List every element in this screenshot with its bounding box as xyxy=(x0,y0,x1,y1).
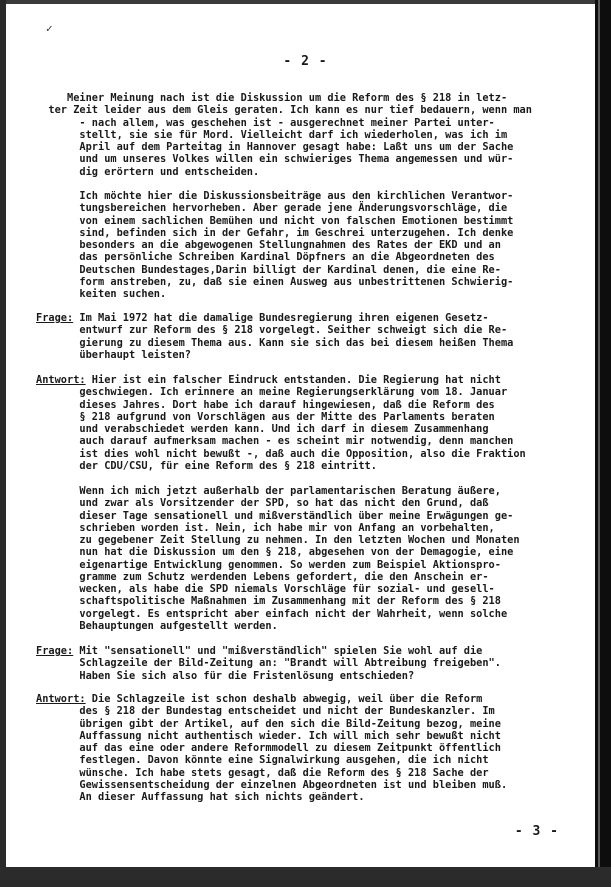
text-line: von einem sachlichen Bemühen und nicht von falschen Emotionen bestimmt xyxy=(36,214,514,227)
text-line: geschwiegen. Ich erinnere an meine Regierungserklärung vom 18. Januar xyxy=(36,386,508,399)
text-line: gramme zum Schutz werdenden Lebens gefordert, die den Anschein er- xyxy=(36,570,489,583)
page-number: - 2 - xyxy=(283,54,328,69)
speaker-label: Frage: xyxy=(36,312,74,324)
text-line: dig erörtern und entscheiden. xyxy=(36,165,260,178)
text-line: dieses Jahres. Dort habe ich darauf hingewiesen, daß die Reform des xyxy=(36,398,495,411)
speaker-label: Antwort: xyxy=(36,693,86,705)
text-line: entwurf zur Reform des § 218 vorgelegt. Seither schweigt sich die Re- xyxy=(36,324,508,337)
text-line: ist dies wohl nicht bewußt -, daß auch die Opposition, also die Fraktion xyxy=(36,447,526,460)
scan-edge-left xyxy=(0,0,6,887)
text-line: Behauptungen aufgestellt werden. xyxy=(36,619,278,632)
text-line: sind, befinden sich in der Gefahr, im Geschrei unterzugehen. Ich denke xyxy=(36,226,514,239)
text-line: Deutschen Bundestages,Darin billigt der Kardinal denen, die eine Re- xyxy=(36,263,501,276)
next-page-marker: - 3 - xyxy=(514,824,559,839)
text-line: und zwar als Vorsitzender der SPD, so hat das nicht den Grund, daß xyxy=(36,497,489,510)
text-line: überhaupt leisten? xyxy=(36,348,191,361)
text-block-p3 xyxy=(36,485,520,632)
text-line: Ich möchte hier die Diskussionsbeiträge aus den kirchlichen Verantwor- xyxy=(36,190,514,202)
text-line: Wenn ich mich jetzt außerhalb der parlamentarischen Beratung äußere, xyxy=(36,485,501,497)
text-block-q1 xyxy=(36,312,513,361)
text-line: - nach allem, was geschehen ist - ausgerechnet meiner Partei unter- xyxy=(36,116,495,129)
text-line: An dieser Auffassung hat sich nichts geändert. xyxy=(36,791,365,803)
text-line: der CDU/CSU, für eine Reform des § 218 eintritt. xyxy=(36,459,377,472)
corner-mark: ✓ xyxy=(46,22,53,35)
text-line: wünsche. Ich habe stets gesagt, daß die Reform des § 218 Sache der xyxy=(36,766,489,779)
text-line: dieser Tage sensationell und mißverständlich über meine Erwägungen ge- xyxy=(36,509,514,522)
text-line: vorgelegt. Es entspricht aber einfach nicht der Wahrheit, wenn solche xyxy=(36,607,508,620)
text-line: April auf dem Parteitag in Hannover gesagt habe: Laßt uns um der Sache xyxy=(36,141,514,153)
text-line: das persönliche Schreiben Kardinal Döpfners an die Abgeordneten des xyxy=(36,251,495,264)
text-line: keiten suchen. xyxy=(36,288,167,300)
text-line: nun hat die Diskussion um den § 218, abgesehen von der Demagogie, eine xyxy=(36,546,514,559)
text-block-p1 xyxy=(36,92,532,178)
text-line: form anstreben, zu, daß sie einen Ausweg aus unbestrittenen Schwierig- xyxy=(36,275,514,288)
text-line: festlegen. Davon könnte eine Signalwirkung ausgehen, die ich nicht xyxy=(36,754,489,767)
text-line: auch darauf aufmerksam machen - es scheint mir notwendig, denn manchen xyxy=(36,435,514,448)
text-line: Gewissensentscheidung der einzelnen Abgeordneten ist und bleiben muß. xyxy=(36,778,508,791)
text-line: und verabschiedet werden kann. Und ich darf in diesem Zusammenhang xyxy=(36,423,489,435)
scan-edge-right xyxy=(595,0,611,887)
text-line: gierung zu diesem Thema aus. Kann sie sich das bei diesem heißen Thema xyxy=(36,336,514,349)
text-line: schrieben worden ist. Nein, ich habe mir von Anfang an vorbehalten, xyxy=(36,521,495,534)
text-line: besonders an die abgewogenen Stellungnahmen des Rates der EKD und an xyxy=(36,239,501,251)
text-line: Frage: Mit "sensationell" und "mißverständlich" spielen Sie wohl auf die xyxy=(36,645,483,657)
text-line: Antwort: Hier ist ein falscher Eindruck entstanden. Die Regierung hat nicht xyxy=(36,374,501,386)
text-line: ter Zeit leider aus dem Gleis geraten. Ich kann es nur tief bedauern, wenn man xyxy=(36,104,532,117)
text-line: wecken, als habe die SPD niemals Vorschläge für sozial- und gesell- xyxy=(36,583,495,595)
scan-edge-bottom xyxy=(0,867,611,887)
text-line: Antwort: Die Schlagzeile ist schon deshalb abwegig, weil über die Reform xyxy=(36,693,483,705)
text-line: Meiner Meinung nach ist die Diskussion um die Reform des § 218 in letz- xyxy=(36,92,508,104)
text-line: und um unseres Volkes willen ein schwieriges Thema angemessen und wür- xyxy=(36,153,514,166)
text-line: Schlagzeile der Bild-Zeitung an: "Brandt will Abtreibung freigeben". xyxy=(36,657,501,670)
text-line: des § 218 der Bundestag entscheidet und nicht der Bundeskanzler. Im xyxy=(36,705,495,718)
text-block-p2 xyxy=(36,190,513,300)
text-line: Haben Sie sich also für die Fristenlösung entschieden? xyxy=(36,669,415,682)
text-line: stellt, sie sie für Mord. Vielleicht darf ich wiederholen, was ich im xyxy=(36,128,508,141)
text-line: tungsbereichen hervorheben. Aber gerade jene Änderungsvorschläge, die xyxy=(36,202,508,215)
speaker-label: Frage: xyxy=(36,645,74,657)
text-line: auf das eine oder andere Reformmodell zu diesem Zeitpunkt öffentlich xyxy=(36,742,501,754)
text-line: zu gegebener Zeit Stellung zu nehmen. In den letzten Wochen und Monaten xyxy=(36,534,520,546)
text-line: § 218 aufgrund von Vorschlägen aus der Mitte des Parlaments beraten xyxy=(36,410,495,423)
text-line: schaftspolitische Maßnahmen im Zusammenhang mit der Reform des § 218 xyxy=(36,595,501,608)
scan-edge-top xyxy=(0,0,611,4)
text-line: übrigen gibt der Artikel, auf den sich die Bild-Zeitung bezog, meine xyxy=(36,717,501,730)
text-line: eigenartige Entwicklung genommen. So werden zum Beispiel Aktionspro- xyxy=(36,558,501,571)
text-line: Auffassung nicht authentisch wieder. Ich will mich sehr bewußt nicht xyxy=(36,729,501,742)
text-line: Frage: Im Mai 1972 hat die damalige Bundesregierung ihren eigenen Gesetz- xyxy=(36,312,489,324)
speaker-label: Antwort: xyxy=(36,374,86,386)
text-block-a1 xyxy=(36,374,526,472)
text-block-a2 xyxy=(36,693,507,803)
text-block-q2 xyxy=(36,645,501,682)
